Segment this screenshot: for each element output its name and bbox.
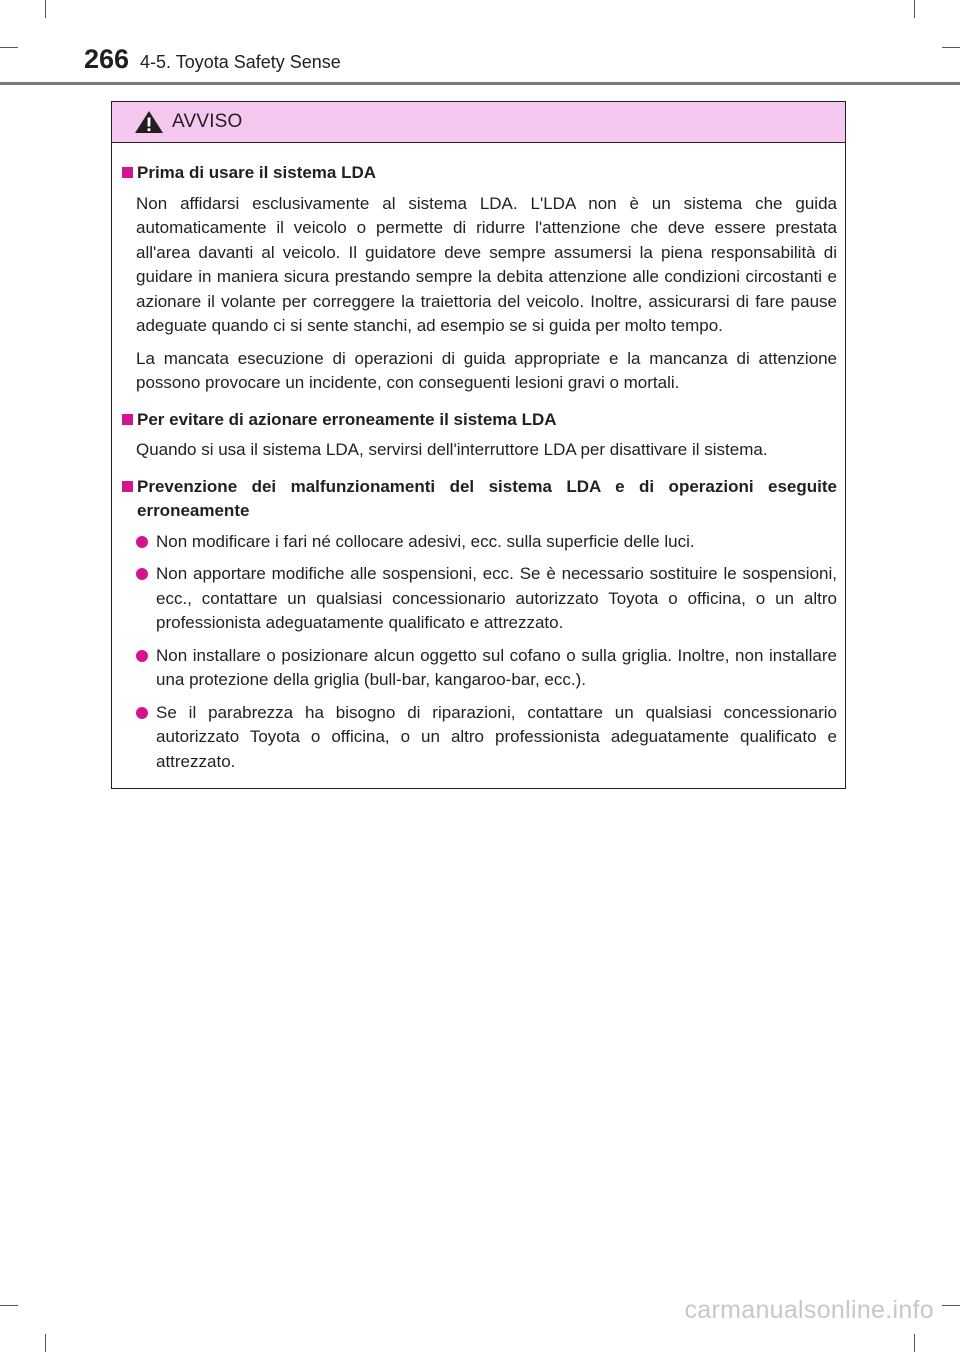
crop-mark	[45, 0, 46, 18]
page-number: 266	[84, 44, 130, 74]
header-rule	[0, 82, 960, 85]
crop-mark	[942, 1305, 960, 1306]
section-heading: Per evitare di azionare erroneamente il sistema LDA	[122, 408, 837, 433]
round-bullet-icon	[136, 707, 148, 719]
paragraph: Non affidarsi esclusivamente al sistema LDA. L'LDA non è un sistema che guida automaticamente il veicolo o permette di ridurre l'attenzione che deve essere prestata all'area davanti al veicolo. Il guidatore deve sempre assumersi la piena responsabilità di guidare in maniera sicura prestando sempre la debita attenzione alle condizioni circostanti e azionare il volante per correggere la traiettoria del veicolo. Inoltre, assicurarsi di fare pause adeguate quando ci si sente stanchi, ad esempio se si guida per molto tempo.	[136, 193, 837, 335]
paragraph: Quando si usa il sistema LDA, servirsi dell'interruttore LDA per disattivare il sistema.	[136, 440, 768, 459]
crop-mark	[914, 0, 915, 18]
crop-mark	[45, 1334, 46, 1352]
round-bullet-icon	[136, 536, 148, 548]
warning-header	[112, 102, 845, 143]
list-item: Non apportare modifiche alle sospensioni, ecc. Se è necessario sostituire le sospensioni, ecc., contattare un qualsiasi concessionario autorizzato Toyota o officina, o un altro professionista adeguatamente qualificato e attrezzato.	[136, 562, 837, 636]
watermark: carmanualsonline.info	[684, 1296, 934, 1324]
round-bullet-icon	[136, 568, 148, 580]
round-bullet-icon	[136, 650, 148, 662]
page-header	[0, 38, 960, 86]
section-heading: Prevenzione dei malfunzionamenti del sistema LDA e di operazioni eseguite erroneamente	[122, 475, 837, 524]
warning-title: AVVISO	[172, 111, 243, 132]
section-heading: Prima di usare il sistema LDA	[122, 161, 837, 186]
section-title: 4-5. Toyota Safety Sense	[140, 52, 341, 72]
crop-mark	[0, 1305, 18, 1306]
warning-box	[111, 101, 846, 789]
paragraph: La mancata esecuzione di operazioni di guida appropriate e la mancanza di attenzione possono provocare un incidente, con conseguenti lesioni gravi o mortali.	[136, 348, 837, 392]
square-bullet-icon	[122, 481, 133, 492]
list-item: Non installare o posizionare alcun oggetto sul cofano o sulla griglia. Inoltre, non installare una protezione della griglia (bull-bar, kangaroo-bar, ecc.).	[136, 644, 837, 693]
warning-triangle-icon	[134, 110, 164, 139]
list-item: Se il parabrezza ha bisogno di riparazioni, contattare un qualsiasi concessionario autorizzato Toyota o officina, o un altro professionista adeguatamente qualificato e attrezzato.	[136, 701, 837, 775]
square-bullet-icon	[122, 167, 133, 178]
square-bullet-icon	[122, 414, 133, 425]
warning-body	[112, 143, 845, 774]
list-item: Non modificare i fari né collocare adesivi, ecc. sulla superficie delle luci.	[136, 530, 837, 555]
crop-mark	[914, 1334, 915, 1352]
